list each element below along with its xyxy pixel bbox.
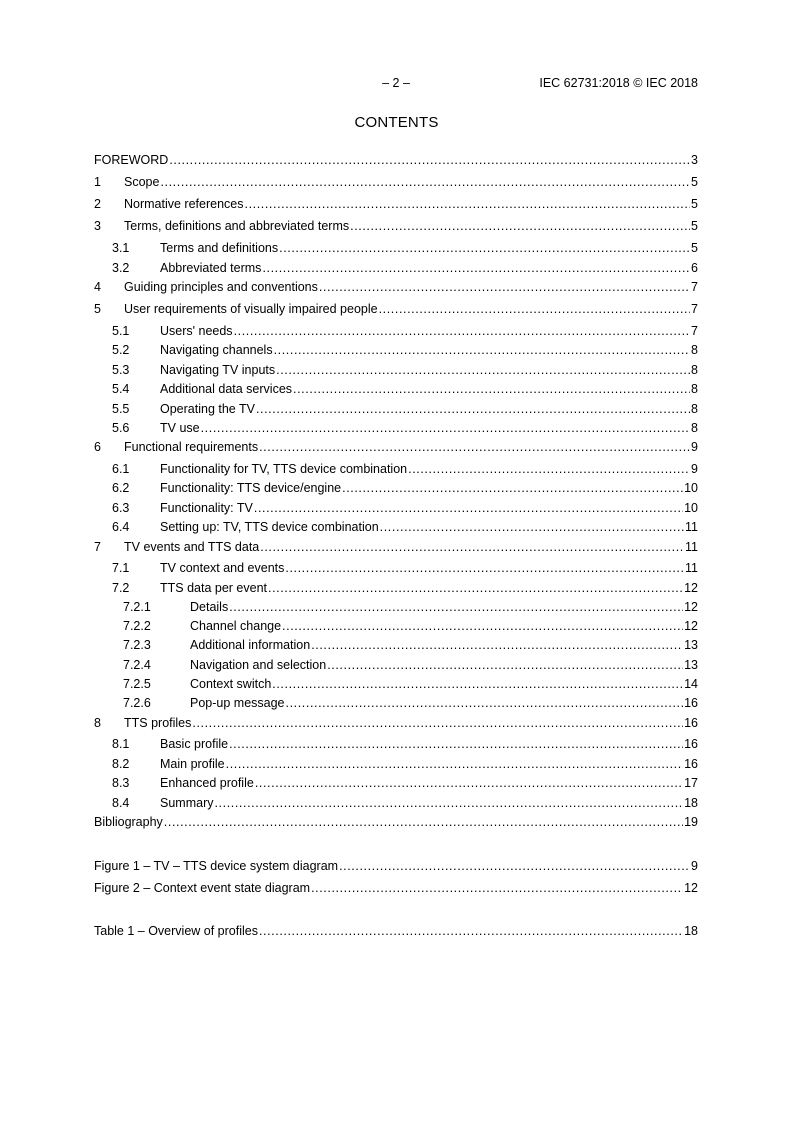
dot-leader — [226, 756, 683, 772]
dot-leader — [276, 362, 690, 378]
toc-entry-number: 7.2.4 — [123, 658, 151, 672]
toc-entry-title: Scope — [124, 175, 160, 189]
toc-entry-title: Functional requirements — [124, 440, 259, 454]
toc-entry-number: 6.3 — [112, 501, 130, 515]
dot-leader — [282, 618, 683, 634]
toc-entry-page: 9 — [691, 440, 698, 454]
figure-entry-title: Figure 1 – TV – TTS device system diagram — [94, 859, 339, 873]
toc-entry-title: Abbreviated terms — [160, 261, 262, 275]
toc-entry-number: 5.6 — [112, 421, 130, 435]
figure-entry-page: 12 — [684, 881, 698, 895]
dot-leader — [255, 775, 683, 791]
toc-entry[interactable] — [94, 362, 698, 378]
dot-leader — [256, 401, 690, 417]
toc-entry-number: 6.1 — [112, 462, 130, 476]
dot-leader — [327, 657, 683, 673]
toc-entry-page: 8 — [691, 402, 698, 416]
toc-entry[interactable] — [94, 218, 698, 234]
dot-leader — [164, 814, 683, 830]
dot-leader — [259, 439, 690, 455]
toc-entry[interactable] — [94, 401, 698, 417]
toc-entry[interactable] — [94, 756, 698, 772]
table-entry-title: Table 1 – Overview of profiles — [94, 924, 258, 938]
toc-entry-number: 5 — [94, 302, 101, 316]
toc-entry-page: 12 — [684, 581, 698, 595]
toc-entry[interactable] — [94, 519, 698, 535]
toc-entry-page: 11 — [685, 540, 698, 554]
table-list-entry[interactable] — [94, 923, 698, 939]
toc-entry[interactable] — [94, 580, 698, 596]
toc-entry-title: User requirements of visually impaired people — [124, 302, 378, 316]
dot-leader — [262, 260, 690, 276]
toc-entry-title: Normative references — [124, 197, 244, 211]
toc-entry[interactable] — [94, 439, 698, 455]
dot-leader — [160, 174, 690, 190]
toc-entry-number: 7.2.5 — [123, 677, 151, 691]
dot-leader — [350, 218, 690, 234]
toc-entry[interactable] — [94, 461, 698, 477]
toc-entry-page: 16 — [684, 716, 698, 730]
figure-list-entry[interactable] — [94, 880, 698, 896]
table-entry-page: 18 — [684, 924, 698, 938]
toc-entry-page: 18 — [684, 796, 698, 810]
toc-entry-title: TV use — [160, 421, 200, 435]
toc-entry-number: 6.2 — [112, 481, 130, 495]
toc-entry-number: 7.1 — [112, 561, 130, 575]
toc-entry-page: 8 — [691, 421, 698, 435]
toc-entry-page: 13 — [684, 638, 698, 652]
toc-entry[interactable] — [94, 500, 698, 516]
toc-entry-number: 6 — [94, 440, 101, 454]
toc-entry-number: 6.4 — [112, 520, 130, 534]
toc-entry-page: 12 — [684, 619, 698, 633]
toc-entry-title: Enhanced profile — [160, 776, 254, 790]
toc-entry-page: 6 — [691, 261, 698, 275]
figure-list-entry[interactable] — [94, 858, 698, 874]
toc-entry-title: Additional information — [190, 638, 311, 652]
toc-entry-number: 8.1 — [112, 737, 130, 751]
dot-leader — [285, 560, 684, 576]
figure-entry-page: 9 — [691, 859, 698, 873]
toc-entry-title: TV context and events — [160, 561, 285, 575]
dot-leader — [279, 240, 690, 256]
toc-entry[interactable] — [94, 301, 698, 317]
toc-entry-page: 12 — [684, 600, 698, 614]
toc-entry[interactable] — [94, 342, 698, 358]
toc-entry-page: 10 — [684, 481, 698, 495]
toc-entry-number: 1 — [94, 175, 101, 189]
toc-entry[interactable] — [94, 174, 698, 190]
toc-entry[interactable] — [94, 599, 698, 615]
toc-entry[interactable] — [94, 695, 698, 711]
toc-entry-title: Basic profile — [160, 737, 229, 751]
toc-entry-page: 5 — [691, 175, 698, 189]
toc-entry-page: 16 — [684, 737, 698, 751]
dot-leader — [342, 480, 683, 496]
toc-entry-title: TTS data per event — [160, 581, 268, 595]
toc-entry-title: Functionality: TTS device/engine — [160, 481, 342, 495]
toc-entry-number: 5.4 — [112, 382, 130, 396]
toc-entry[interactable] — [94, 279, 698, 295]
dot-leader — [268, 580, 683, 596]
toc-entry-number: 8.3 — [112, 776, 130, 790]
toc-entry-page: 11 — [685, 520, 698, 534]
toc-entry-number: 8.2 — [112, 757, 130, 771]
dot-leader — [274, 342, 690, 358]
toc-entry-number: 3.2 — [112, 261, 130, 275]
toc-entry[interactable] — [94, 539, 698, 555]
toc-entry-page: 7 — [691, 280, 698, 294]
toc-entry[interactable] — [94, 715, 698, 731]
toc-entry[interactable] — [94, 795, 698, 811]
dot-leader — [408, 461, 690, 477]
standard-id: IEC 62731:2018 © IEC 2018 — [539, 76, 698, 90]
dot-leader — [245, 196, 691, 212]
toc-entry-page: 16 — [684, 757, 698, 771]
toc-entry-page: 13 — [684, 658, 698, 672]
toc-entry-page: 8 — [691, 363, 698, 377]
dot-leader — [380, 519, 684, 535]
toc-entry-title: Channel change — [190, 619, 282, 633]
toc-entry-number: 7.2 — [112, 581, 130, 595]
toc-entry-title: Context switch — [190, 677, 272, 691]
toc-entry-number: 7.2.1 — [123, 600, 151, 614]
toc-entry-page: 14 — [684, 677, 698, 691]
toc-entry-number: 8 — [94, 716, 101, 730]
toc-entry-number: 8.4 — [112, 796, 130, 810]
dot-leader — [229, 599, 683, 615]
toc-entry[interactable] — [94, 480, 698, 496]
toc-entry-number: 5.5 — [112, 402, 130, 416]
toc-entry[interactable] — [94, 618, 698, 634]
toc-entry[interactable] — [94, 560, 698, 576]
toc-entry-number: 2 — [94, 197, 101, 211]
toc-entry-page: 10 — [684, 501, 698, 515]
toc-entry[interactable] — [94, 657, 698, 673]
page-number: – 2 – — [382, 76, 410, 90]
toc-entry-page: 9 — [691, 462, 698, 476]
dot-leader — [311, 637, 683, 653]
toc-entry-page: 19 — [684, 815, 698, 829]
dot-leader — [319, 279, 690, 295]
dot-leader — [379, 301, 690, 317]
dot-leader — [229, 736, 683, 752]
dot-leader — [214, 795, 683, 811]
toc-entry-title: TTS profiles — [124, 716, 192, 730]
toc-entry-number: 7 — [94, 540, 101, 554]
dot-leader — [339, 858, 690, 874]
toc-entry-number: 5.3 — [112, 363, 130, 377]
toc-entry-page: 17 — [684, 776, 698, 790]
toc-entry[interactable] — [94, 637, 698, 653]
toc-entry[interactable] — [94, 420, 698, 436]
toc-entry-page: 3 — [691, 153, 698, 167]
dot-leader — [293, 381, 690, 397]
toc-entry-number: 4 — [94, 280, 101, 294]
dot-leader — [234, 323, 690, 339]
toc-entry-title: Details — [190, 600, 229, 614]
toc-entry-title: TV events and TTS data — [124, 540, 260, 554]
toc-entry[interactable] — [94, 240, 698, 256]
dot-leader — [169, 152, 690, 168]
toc-entry-title: Terms, definitions and abbreviated terms — [124, 219, 350, 233]
toc-entry-page: 5 — [691, 197, 698, 211]
toc-entry-title: Bibliography — [94, 815, 163, 829]
page-header — [94, 76, 698, 92]
toc-entry-title: FOREWORD — [94, 153, 169, 167]
toc-entry-page: 16 — [684, 696, 698, 710]
toc-entry-page: 7 — [691, 324, 698, 338]
toc-entry-page: 11 — [685, 561, 698, 575]
dot-leader — [272, 676, 683, 692]
toc-entry-title: Navigating channels — [160, 343, 273, 357]
toc-entry-number: 5.2 — [112, 343, 130, 357]
toc-entry-title: Navigation and selection — [190, 658, 327, 672]
figure-entry-title: Figure 2 – Context event state diagram — [94, 881, 311, 895]
toc-entry-number: 7.2.2 — [123, 619, 151, 633]
toc-entry-number: 7.2.3 — [123, 638, 151, 652]
toc-entry-number: 7.2.6 — [123, 696, 151, 710]
toc-entry-page: 7 — [691, 302, 698, 316]
toc-entry-title: Users' needs — [160, 324, 233, 338]
toc-entry-title: Main profile — [160, 757, 225, 771]
toc-entry-number: 5.1 — [112, 324, 130, 338]
toc-entry-title: Pop-up message — [190, 696, 285, 710]
toc-entry-title: Functionality for TV, TTS device combination — [160, 462, 408, 476]
toc-entry[interactable] — [94, 196, 698, 212]
toc-entry[interactable] — [94, 676, 698, 692]
dot-leader — [201, 420, 690, 436]
toc-entry-page: 8 — [691, 382, 698, 396]
toc-entry-number: 3 — [94, 219, 101, 233]
page-title: CONTENTS — [354, 114, 439, 131]
toc-entry-title: Operating the TV — [160, 402, 255, 416]
toc-entry[interactable] — [94, 814, 698, 830]
dot-leader — [260, 539, 684, 555]
toc-entry[interactable] — [94, 381, 698, 397]
toc-entry-title: Navigating TV inputs — [160, 363, 276, 377]
toc-entry-page: 8 — [691, 343, 698, 357]
dot-leader — [259, 923, 683, 939]
toc-entry-title: Setting up: TV, TTS device combination — [160, 520, 379, 534]
toc-entry-title: Additional data services — [160, 382, 293, 396]
dot-leader — [192, 715, 683, 731]
dot-leader — [254, 500, 683, 516]
toc-entry[interactable] — [94, 736, 698, 752]
toc-entry-title: Terms and definitions — [160, 241, 279, 255]
toc-entry[interactable] — [94, 775, 698, 791]
toc-entry-title: Summary — [160, 796, 214, 810]
toc-entry[interactable] — [94, 152, 698, 168]
toc-entry-page: 5 — [691, 241, 698, 255]
dot-leader — [286, 695, 684, 711]
toc-entry-number: 3.1 — [112, 241, 130, 255]
toc-entry-page: 5 — [691, 219, 698, 233]
toc-entry-title: Guiding principles and conventions — [124, 280, 318, 294]
toc-entry-title: Functionality: TV — [160, 501, 253, 515]
toc-entry[interactable] — [94, 323, 698, 339]
dot-leader — [311, 880, 683, 896]
toc-entry[interactable] — [94, 260, 698, 276]
